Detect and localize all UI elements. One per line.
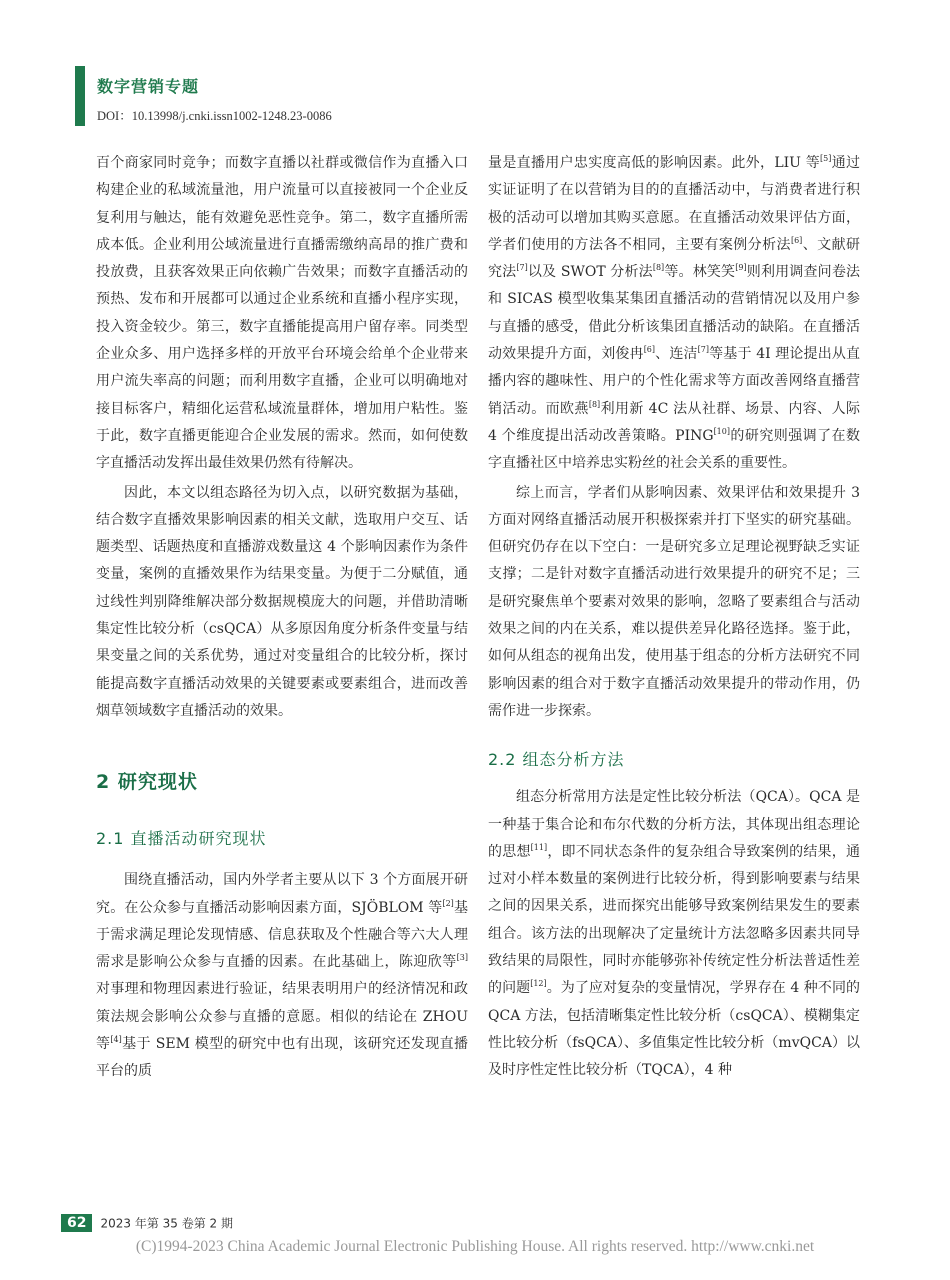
paragraph: 百个商家同时竞争；而数字直播以社群或微信作为直播入口构建企业的私域流量池，用户流量可以直接被同一个企业反复利用与触达，能有效避免恶性竞争。第二，数字直播所需成本低。企业利用公域流量进行直播需缴纳高昂的推广费和投放费，且获客效果正向依赖广告效果；而数字直播活动的预热、发布和开展都可以通过企业系统和直播小程序实现，投入资金较少。第三，数字直播能提高用户留存率。同类型企业众多、用户选择多样的开放平台环境会给单个企业带来用户流失率高的问题；而利用数字直播，企业可以明确地对接目标客户，精细化运营私域流量群体，增加用户粘性。鉴于此，数字直播更能迎合企业发展的需求。然而，如何使数字直播活动发挥出最佳效果仍然有待解决。	[96, 155, 468, 472]
paragraph: 综上而言，学者们从影响因素、效果评估和效果提升 3 方面对网络直播活动展开积极探索并打下坚实的研究基础。但研究仍存在以下空白：一是研究多立足理论视野缺乏实证支撑；二是针对数字直播活动进行效果提升的研究不足；三是研究聚焦单个要素对效果的影响，忽略了要素组合与活动效果之间的内在关系，难以提供差异化路径选择。鉴于此，如何从组态的视角出发，使用基于组态的分析方法研究不同影响因素的组合对于数字直播活动效果提升的带动作用，仍需作进一步探索。	[488, 484, 860, 719]
page-footer	[61, 1214, 233, 1236]
doi: DOI：10.13998/j.cnki.issn1002-1248.23-0086	[97, 109, 332, 123]
paragraph: 量是直播用户忠实度高低的影响因素。此外，LIU 等[5]通过实证证明了在以营销为目的的直播活动中，与消费者进行积极的活动可以增加其购买意愿。在直播活动效果评估方面，学者们使用的方法各不相同，主要有案例分析法[6]、文献研究法[7]以及 SWOT 分析法[8]等。林笑笑[9]则利用调查问卷法和 SICAS 模型收集某集团直播活动的营销情况以及用户参与直播的感受，借此分析该集团直播活动的缺陷。在直播活动效果提升方面，刘俊冉[6]、连洁[7]等基于 4I 理论提出从直播内容的趣味性、用户的个性化需求等方面改善网络直播营销活动。而欧燕[8]利用新 4C 法从社群、场景、内容、人际 4 个维度提出活动改善策略。PING[10]的研究则强调了在数字直播社区中培养忠实粉丝的社会关系的重要性。	[488, 154, 861, 472]
citation-ref[interactable]: [4]	[110, 1035, 122, 1045]
left-column	[96, 150, 468, 1086]
citation-ref[interactable]: [2]	[442, 898, 454, 908]
copyright-watermark: (C)1994-2023 China Academic Journal Electronic Publishing House. All rights reserved. http://www.cnki.net	[135, 1238, 815, 1255]
subsection-heading: 2.2 组态分析方法	[488, 750, 625, 770]
citation-ref[interactable]: [5]	[820, 154, 832, 163]
citation-ref[interactable]: [11]	[530, 842, 548, 852]
citation-ref[interactable]: [9]	[735, 263, 747, 273]
citation-ref[interactable]: [6]	[643, 345, 656, 355]
citation-ref[interactable]: [8]	[652, 263, 665, 273]
subsection-heading: 2.1 直播活动研究现状	[96, 829, 267, 849]
header-accent-bar	[75, 66, 85, 126]
section-label: 数字营销专题	[97, 77, 200, 96]
page-number: 62	[61, 1214, 92, 1232]
section-heading: 2 研究现状	[96, 771, 198, 794]
citation-ref[interactable]: [10]	[713, 426, 730, 436]
journal-issue: 2023 年第 35 卷第 2 期	[100, 1216, 234, 1231]
paragraph: 组态分析常用方法是定性比较分析法（QCA）。QCA 是一种基于集合论和布尔代数的分析方法，其体现出组态理论的思想[11]，即不同状态条件的复杂组合导致案例的结果，通过对小样本数量的案例进行比较分析，得到影响要素与结果之间的因果关系，进而探究出能够导致案例结果发生的要素组合。该方法的出现解决了定量统计方法忽略多因素共同导致结果的局限性，同时亦能够弥补传统定性分析法普适性差的问题[12]。为了应对复杂的变量情况，学界存在 4 种不同的 QCA 方法，包括清晰集定性比较分析（csQCA）、模糊集定性比较分析（fsQCA）、多值集定性比较分析（mvQCA）以及时序性定性比较分析（TQCA），4 种	[488, 789, 861, 1079]
paragraph: 因此，本文以组态路径为切入点，以研究数据为基础，结合数字直播效果影响因素的相关文献，选取用户交互、话题类型、话题热度和直播游戏数量这 4 个影响因素作为条件变量，案例的直播效果作为结果变量。为便于二分赋值，通过线性判别降维解决部分数据规模庞大的问题，并借助清晰集定性比较分析（csQCA）从多原因角度分析条件变量与结果变量之间的关系优势，通过对变量组合的比较分析，探讨能提高数字直播活动效果的关键要素或要素组合，进而改善烟草领域数字直播活动的效果。	[96, 484, 468, 719]
paragraph: 围绕直播活动，国内外学者主要从以下 3 个方面展开研究。在公众参与直播活动影响因素方面，SJÖBLOM 等[2]基于需求满足理论发现情感、信息获取及个性融合等六大人理需求是影响公众参与直播的因素。在此基础上，陈迎欣等[3]对事理和物理因素进行验证，结果表明用户的经济情况和政策法规会影响公众参与直播的意愿。相似的结论在 ZHOU 等[4]基于 SEM 模型的研究中也有出现，该研究还发现直播平台的质	[96, 872, 469, 1080]
citation-ref[interactable]: [12]	[530, 979, 547, 989]
citation-ref[interactable]: [8]	[588, 399, 601, 409]
right-column	[488, 150, 860, 1085]
citation-ref[interactable]: [3]	[456, 953, 468, 963]
citation-ref[interactable]: [6]	[790, 235, 803, 245]
citation-ref[interactable]: [7]	[516, 263, 528, 273]
citation-ref[interactable]: [7]	[697, 345, 709, 355]
